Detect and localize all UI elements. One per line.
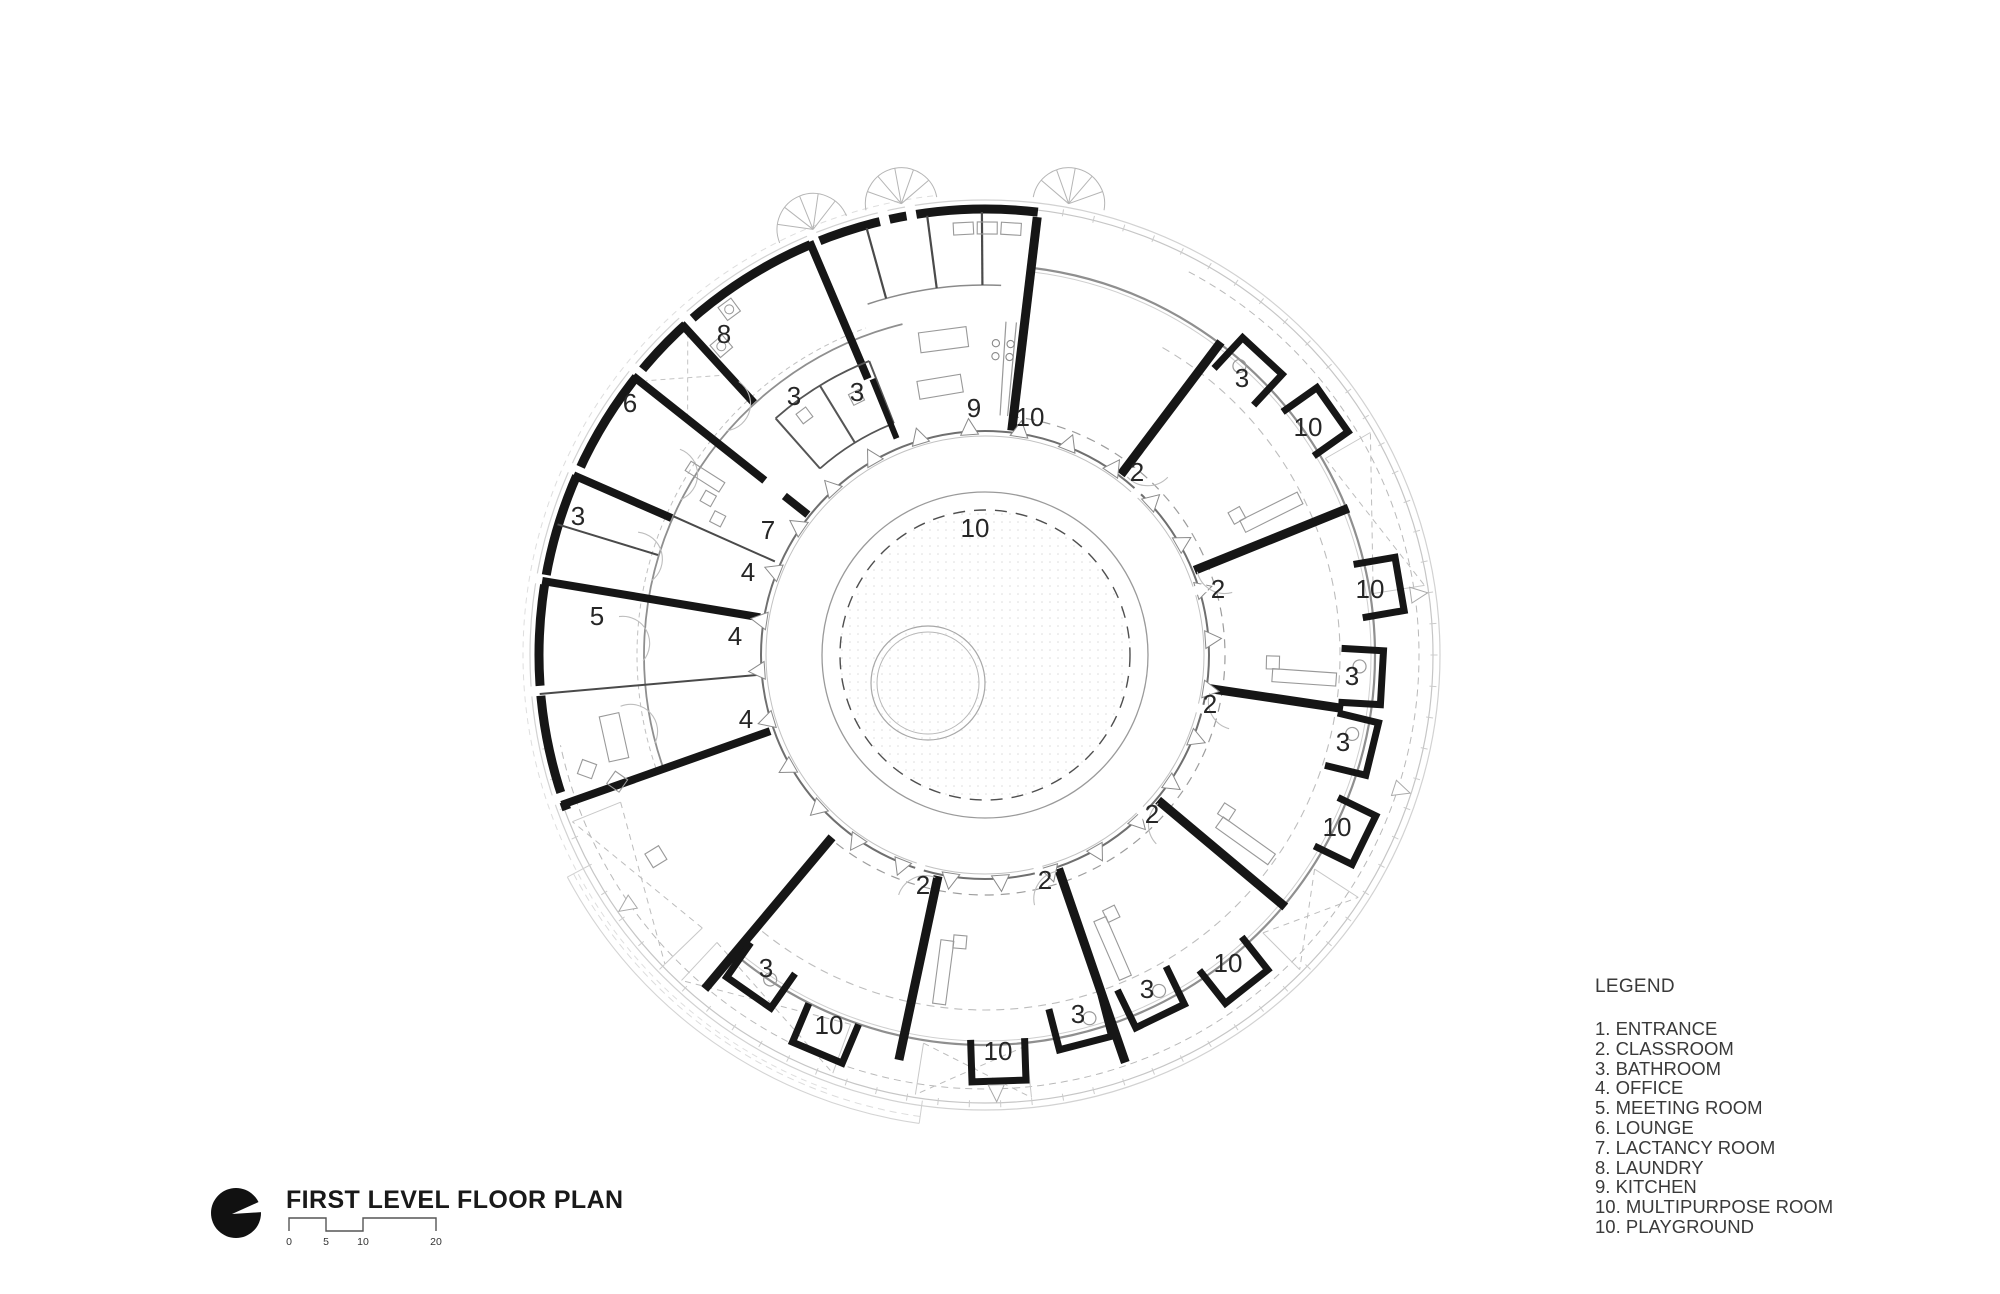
room-number-label: 2	[915, 870, 931, 900]
legend-item: 10. MULTIPURPOSE ROOM	[1595, 1196, 1834, 1218]
room-number-label: 10	[1322, 812, 1352, 842]
room-number-label: 2	[1129, 457, 1145, 487]
room-number-label: 2	[1202, 689, 1218, 719]
room-number-label: 3	[786, 381, 802, 411]
legend-item: 9. KITCHEN	[1595, 1176, 1697, 1198]
room-number-label: 3	[1335, 727, 1351, 757]
legend-item: 5. MEETING ROOM	[1595, 1097, 1763, 1119]
room-number-label: 6	[622, 388, 638, 418]
room-number-label: 2	[1037, 865, 1053, 895]
legend-item: 6. LOUNGE	[1595, 1116, 1694, 1138]
legend-item: 7. LACTANCY ROOM	[1595, 1136, 1776, 1158]
room-number-label: 3	[1344, 661, 1360, 691]
scale-bar-label: 0	[286, 1236, 292, 1248]
room-number-label: 10	[1015, 402, 1045, 432]
room-number-label: 3	[1234, 363, 1250, 393]
room-number-label: 3	[570, 501, 586, 531]
legend-item: 2. CLASSROOM	[1595, 1037, 1734, 1059]
scale-bar-label: 20	[430, 1236, 442, 1248]
room-number-label: 9	[966, 393, 982, 423]
room-number-label: 10	[1213, 948, 1243, 978]
room-number-label: 5	[589, 601, 605, 631]
scale-bar-label: 5	[323, 1236, 329, 1248]
room-number-label: 4	[738, 704, 754, 734]
legend-heading: LEGEND	[1595, 976, 1675, 997]
logo-icon	[211, 1188, 263, 1238]
room-number-label: 10	[1293, 412, 1323, 442]
room-number-label: 10	[814, 1010, 844, 1040]
page-title: FIRST LEVEL FLOOR PLAN	[286, 1186, 624, 1214]
room-number-label: 3	[849, 377, 865, 407]
room-number-label: 4	[727, 621, 743, 651]
room-number-label: 3	[1070, 999, 1086, 1029]
room-number-label: 10	[1355, 574, 1385, 604]
legend-item: 1. ENTRANCE	[1595, 1018, 1718, 1039]
room-number-label: 10	[960, 513, 990, 543]
legend-item: 3. BATHROOM	[1595, 1057, 1722, 1079]
legend-item: 4. OFFICE	[1595, 1077, 1684, 1099]
legend-item: 10. PLAYGROUND	[1595, 1215, 1755, 1237]
room-number-label: 2	[1144, 799, 1160, 829]
room-number-label: 10	[983, 1036, 1013, 1066]
room-number-label: 3	[1139, 974, 1155, 1004]
room-number-label: 3	[758, 953, 774, 983]
legend-items	[1595, 1019, 1833, 1237]
room-number-label: 7	[760, 515, 776, 545]
room-number-label: 2	[1210, 574, 1226, 604]
room-number-label: 4	[740, 557, 756, 587]
room-number-label: 8	[716, 319, 732, 349]
legend	[1595, 976, 1833, 1237]
legend-item: 8. LAUNDRY	[1595, 1156, 1704, 1178]
scale-bar	[286, 1218, 442, 1248]
scale-bar-label: 10	[357, 1236, 369, 1248]
